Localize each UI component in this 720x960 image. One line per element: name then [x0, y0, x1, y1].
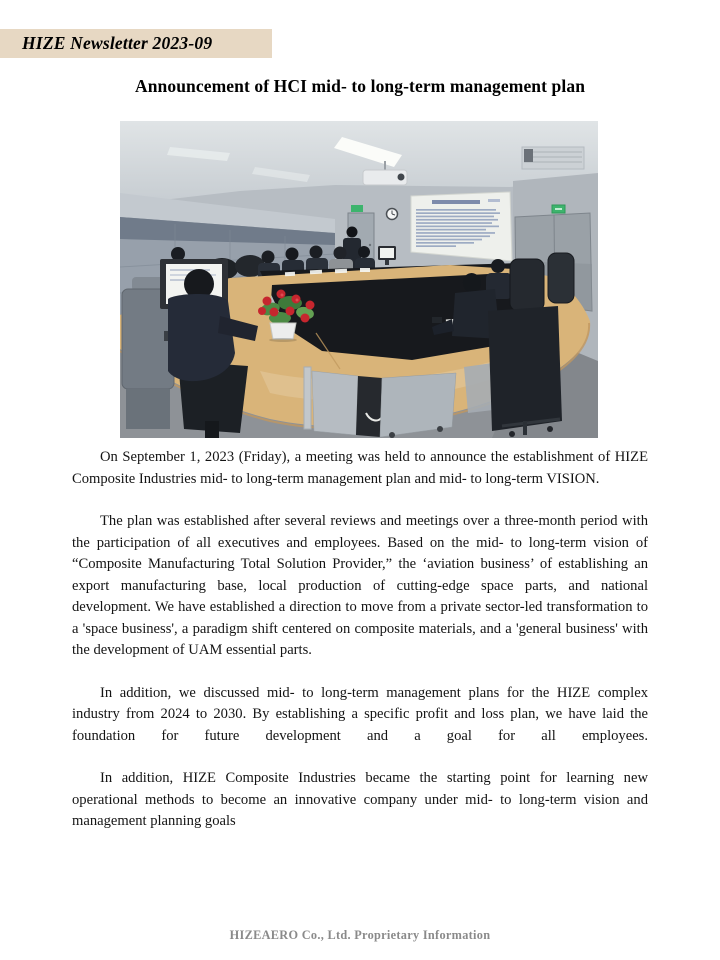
newsletter-header-label: HIZE Newsletter 2023-09 [22, 33, 213, 53]
wall-clock [387, 209, 398, 220]
projection-screen [411, 192, 512, 261]
body-paragraph: In addition, HIZE Composite Industries became the starting point for learning new operational methods to become an innovative company under mid- to long-term vision and management planning goals [72, 770, 648, 829]
person-behind-monitor [171, 247, 185, 261]
footer-text: HIZEAERO Co., Ltd. Proprietary Information [229, 928, 491, 942]
air-vent [522, 147, 584, 169]
newsletter-header-bar [0, 29, 272, 58]
phone-on-table [432, 317, 442, 323]
exit-sign [351, 205, 363, 212]
body-paragraph: The plan was established after several reviews and meetings over a three-month period with the participation of all executives and employees. Based on the mid- to long-term vision of “Composite Manufacturing Total Solution Provider,” the ‘aviation business’ of establishing an export manufacturing base, local production of cutting-edge space parts, and national development. We have established a direction to move from a private sector-led transformation to a 'space business', a paradigm shift centered on composite materials, and a 'general business' with the development of UAM essential parts. [72, 513, 648, 658]
page-title: Announcement of HCI mid- to long-term management plan [134, 76, 586, 96]
planter [270, 323, 296, 339]
body-paragraph: In addition, we discussed mid- to long-term management plans for the HIZE complex industry from 2024 to 2030. By establishing a specific profit and loss plan, we have laid the foundation for future development and a goal for all employees. [72, 684, 648, 744]
body-paragraph: On September 1, 2023 (Friday), a meeting was held to announce the establishment of HIZE Composite Industries mid- to long-term management plan and mid- to long-term VISION. [72, 449, 648, 487]
meeting-room-illustration [120, 121, 598, 438]
article-body [72, 447, 648, 854]
meeting-photo [120, 121, 598, 438]
